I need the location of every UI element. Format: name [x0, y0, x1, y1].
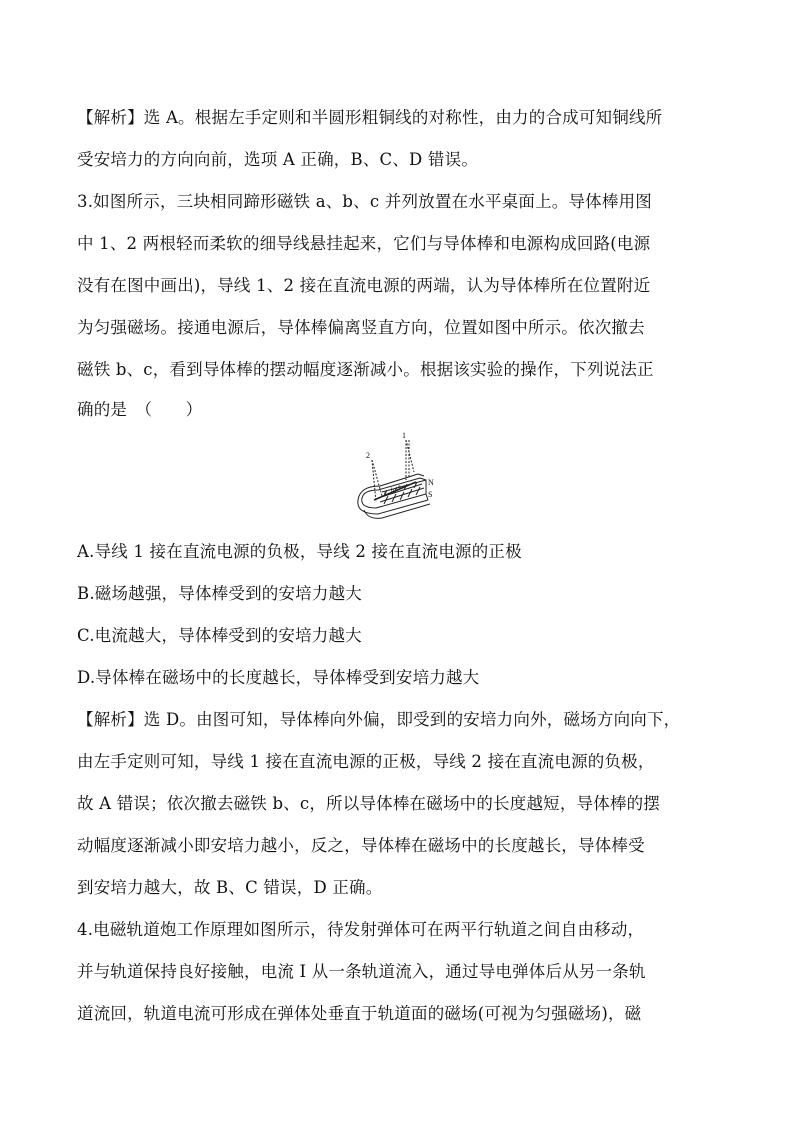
q2-analysis-line-2: 受安培力的方向向前，选项 A 正确，B、C、D 错误。	[77, 150, 479, 169]
q3-stem-line-4: 为匀强磁场。接通电源后，导体棒偏离竖直方向，位置如图中所示。依次撤去	[77, 318, 645, 337]
q3-stem-line-1: 3.如图所示，三块相同蹄形磁铁 a、b、c 并列放置在水平桌面上。导体棒用图	[77, 192, 652, 211]
magnet-a-label: a	[398, 484, 401, 490]
q3-analysis-line-1: 【解析】选 D。由图可知，导体棒向外偏，即受到的安培力向外，磁场方向向下，	[77, 710, 681, 729]
magnet-b-label: b	[391, 488, 394, 494]
q3-analysis-line-3: 故 A 错误；依次撤去磁铁 b、c，所以导体棒在磁场中的长度越短，导体棒的摆	[77, 794, 661, 813]
q3-analysis-line-4: 动幅度逐渐减小即安培力越小，反之，导体棒在磁场中的长度越长，导体棒受	[77, 836, 645, 855]
q4-stem-line-3: 道流回，轨道电流可形成在弹体处垂直于轨道面的磁场(可视为匀强磁场)，磁	[77, 1004, 642, 1023]
q3-stem-line-2: 中 1、2 两根轻而柔软的细导线悬挂起来，它们与导体棒和电源构成回路(电源	[77, 234, 651, 253]
wire-1-label: 1	[402, 431, 406, 440]
wire-2-line	[372, 460, 376, 502]
q3-stem-line-5: 磁铁 b、c，看到导体棒的摆动幅度逐渐减小。根据该实验的操作，下列说法正	[77, 360, 654, 379]
wire-2-label: 2	[366, 451, 370, 460]
magnet-base-curve	[364, 504, 430, 518]
q3-stem-line-6: 确的是 （ ）	[77, 400, 203, 419]
q3-option-a: A.导线 1 接在直流电源的负极，导线 2 接在直流电源的正极	[77, 542, 522, 561]
magnet-c-label: c	[384, 491, 387, 497]
q4-stem-line-1: 4.电磁轨道炮工作原理如图所示，待发射弹体可在两平行轨道之间自由移动，	[77, 920, 645, 939]
pole-n-label: N	[428, 478, 434, 487]
q3-stem-line-3: 没有在图中画出)，导线 1、2 接在直流电源的两端，认为导体棒所在位置附近	[77, 276, 651, 295]
q4-stem-line-2: 并与轨道保持良好接触，电流 I 从一条轨道流入，通过导电弹体后从另一条轨	[77, 962, 646, 981]
q3-option-c: C.电流越大，导体棒受到的安培力越大	[77, 626, 362, 645]
q2-analysis-line-1: 【解析】选 A。根据左手定则和半圆形粗铜线的对称性，由力的合成可知铜线所	[77, 108, 663, 127]
pole-s-label: S	[428, 490, 433, 499]
q3-option-d: D.导体棒在磁场中的长度越长，导体棒受到安培力越大	[77, 668, 480, 687]
q3-analysis-line-5: 到安培力越大，故 B、C 错误，D 正确。	[77, 878, 383, 897]
magnet-conductor-figure	[354, 430, 444, 525]
q3-analysis-line-2: 由左手定则可知，导线 1 接在直流电源的正极，导线 2 接在直流电源的负极，	[77, 752, 655, 771]
q3-option-b: B.磁场越强，导体棒受到的安培力越大	[77, 584, 362, 603]
